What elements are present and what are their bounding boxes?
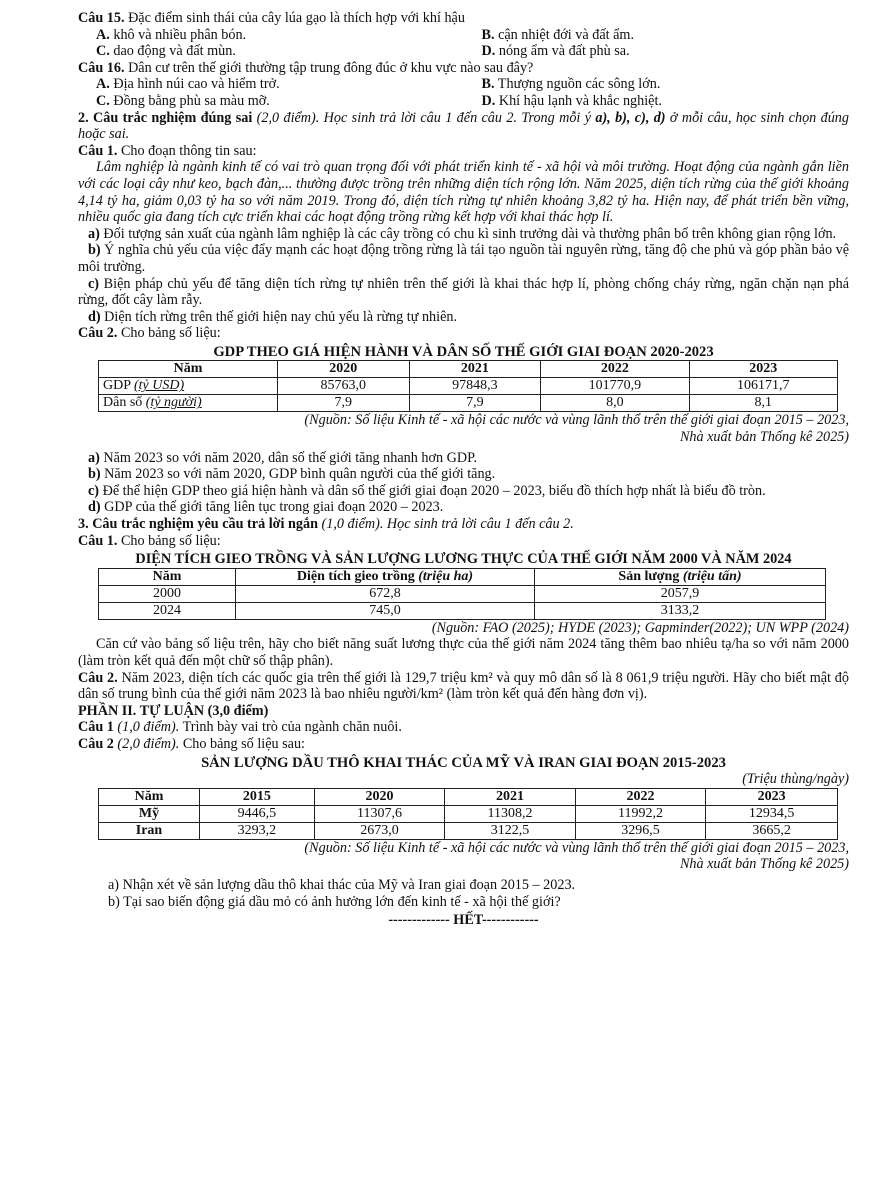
tf1-c-label: c) bbox=[88, 275, 100, 292]
table-cell: 11307,6 bbox=[314, 805, 444, 822]
table-header-cell: 2020 bbox=[278, 361, 410, 378]
sa1-question: Căn cứ vào bảng số liệu trên, hãy cho biết năng suất lương thực của thế giới năm 2024 tăng thêm bao nhiêu tạ/ha so với năm 2000 (làm tròn kết quả đến một chữ số thập phân). bbox=[78, 636, 849, 669]
q16-option-d: Khí hậu lạnh và khắc nghiệt. bbox=[495, 92, 662, 109]
table-header-cell bbox=[535, 568, 826, 585]
tf2-b-label: b) bbox=[88, 466, 101, 483]
q16-option-c: Đồng bằng phù sa màu mỡ. bbox=[109, 92, 270, 109]
e2-question-b: b) Tại sao biến động giá dầu mỏ có ảnh hưởng lớn đến kinh tế - xã hội thế giới? bbox=[108, 893, 561, 910]
table-header-row bbox=[99, 788, 838, 805]
q16-stem bbox=[78, 60, 849, 77]
tf1-stem bbox=[78, 143, 849, 160]
essay2 bbox=[78, 736, 849, 753]
table-cell: 3122,5 bbox=[445, 822, 575, 839]
sa1-source: (Nguồn: FAO (2025); HYDE (2023); Gapminder(2022); UN WPP (2024) bbox=[431, 619, 849, 636]
e1-text: Trình bày vai trò của ngành chăn nuôi. bbox=[179, 719, 402, 736]
table-cell: 3296,5 bbox=[575, 822, 705, 839]
tf1-c-text: Biện pháp chủ yếu để tăng diện tích rừng tự nhiên trên thế giới là khai thác hợp lí, phòng chống cháy rừng, ngăn chặn nạn phá rừng, đốt cây làm rẫy. bbox=[78, 275, 849, 309]
table-header-cell: 2022 bbox=[541, 361, 689, 378]
tf1-intro: Cho đoạn thông tin sau: bbox=[117, 142, 257, 159]
oil-production-table bbox=[98, 788, 838, 840]
header-text: Diện tích gieo trồng bbox=[296, 568, 419, 584]
e2-unit: (Triệu thùng/ngày) bbox=[742, 771, 849, 788]
table-header-cell: Năm bbox=[99, 788, 200, 805]
sa2-text: Năm 2023, diện tích các quốc gia trên thế giới là 129,7 triệu km² và quy mô dân số là 8 061,9 triệu người. Hãy cho biết mật độ dân số trung bình của thế giới năm 2023 là bao nhiêu người/km² (làm tròn kết quả đến hàng đơn vị). bbox=[78, 669, 849, 703]
table-cell: 2057,9 bbox=[535, 585, 826, 602]
header-unit: (triệu ha) bbox=[418, 568, 474, 584]
tf1-passage: Lâm nghiệp là ngành kinh tế có vai trò quan trọng đối với phát triển kinh tế - xã hội và môi trường. Hoạt động của ngành gắn liền với các loại cây như keo, bạch đàn,... thường được trồng trên những diện tích rộng lớn. Năm 2025, diện tích rừng của thế giới khoảng 4,14 tỷ ha, giảm 0,03 tỷ ha so với năm 2019. Trong đó, diện tích rừng tự nhiên khoảng 3,82 tỷ ha. Hiện nay, để phát triển bền vững, nhiều quốc gia đang tích cực triển khai các hoạt động trồng rừng kết hợp với khai thác hợp lí. bbox=[78, 159, 849, 226]
row-label-unit: (tỷ người) bbox=[145, 395, 202, 411]
tf1-b-label: b) bbox=[88, 242, 101, 259]
tf1-label: Câu 1. bbox=[78, 142, 118, 159]
table-cell: 12934,5 bbox=[706, 805, 838, 822]
table-header-cell: 2021 bbox=[445, 788, 575, 805]
tf2-statement-c bbox=[78, 483, 849, 500]
tf2-source-line1: (Nguồn: Số liệu Kinh tế - xã hội các nước và vùng lãnh thổ trên thế giới giai đoạn 2015 – 2023, bbox=[304, 412, 849, 429]
tf2-c-text: Để thể hiện GDP theo giá hiện hành và dân số thế giới giai đoạn 2020 – 2023, biểu đồ thích hợp nhất là biểu đồ tròn. bbox=[99, 482, 766, 499]
e1-label: Câu 1 bbox=[78, 719, 114, 736]
tf2-source-line2: Nhà xuất bản Thống kê 2025) bbox=[679, 429, 849, 446]
q15-a-label: A. bbox=[96, 26, 110, 43]
table-header-cell: 2023 bbox=[689, 361, 837, 378]
table-cell: 3665,2 bbox=[706, 822, 838, 839]
row-label: Iran bbox=[99, 822, 200, 839]
table-cell: 11308,2 bbox=[445, 805, 575, 822]
table-cell: 3293,2 bbox=[200, 822, 315, 839]
tf2-b-text: Năm 2023 so với năm 2020, GDP bình quân người của thế giới tăng. bbox=[100, 466, 496, 483]
table-row bbox=[99, 585, 826, 602]
row-label: Mỹ bbox=[99, 805, 200, 822]
table-header-cell: 2020 bbox=[314, 788, 444, 805]
q16-text: Dân cư trên thế giới thường tập trung đông đúc ở khu vực nào sau đây? bbox=[124, 59, 534, 76]
q15-option-b: cận nhiệt đới và đất ẩm. bbox=[494, 26, 634, 43]
table-cell: 2673,0 bbox=[314, 822, 444, 839]
q16-label: Câu 16. bbox=[78, 59, 125, 76]
q16-options-row1 bbox=[78, 76, 849, 93]
table-row bbox=[99, 378, 838, 395]
essay1 bbox=[78, 719, 849, 736]
tf2-a-label: a) bbox=[88, 449, 100, 466]
tf1-a-text: Đối tượng sản xuất của ngành lâm nghiệp là các cây trồng có chu kì sinh trưởng dài và thường phân bố trên không gian rộng lớn. bbox=[99, 225, 837, 242]
q15-option-d: nóng ẩm và đất phù sa. bbox=[495, 43, 630, 60]
end-marker: ------------- HẾT------------ bbox=[388, 912, 539, 929]
table-row bbox=[99, 395, 838, 412]
tf1-statement-c bbox=[78, 276, 849, 309]
row-label-text: Dân số bbox=[103, 395, 146, 411]
row-label-text: GDP bbox=[103, 378, 134, 394]
tf2-intro: Cho bảng số liệu: bbox=[117, 325, 221, 342]
e2-points: (2,0 điểm). bbox=[113, 735, 180, 752]
table-header-cell: Năm bbox=[99, 361, 278, 378]
sa2-label: Câu 2. bbox=[78, 669, 118, 686]
tf2-c-label: c) bbox=[88, 482, 100, 499]
part3-heading bbox=[78, 516, 849, 533]
table-cell: 672,8 bbox=[236, 585, 535, 602]
table-cell: 101770,9 bbox=[541, 378, 689, 395]
table-header-row bbox=[99, 568, 826, 585]
table-cell: 8,0 bbox=[541, 395, 689, 412]
q15-label: Câu 15. bbox=[78, 10, 125, 26]
tf2-a-text: Năm 2023 so với năm 2020, dân số thế giới tăng nhanh hơn GDP. bbox=[99, 449, 477, 466]
table-header-cell: 2023 bbox=[706, 788, 838, 805]
part2-heading bbox=[78, 110, 849, 143]
part3-note: (1,0 điểm). Học sinh trả lời câu 1 đến câu 2. bbox=[317, 516, 574, 533]
tf2-label: Câu 2. bbox=[78, 325, 118, 342]
table-header-cell: 2022 bbox=[575, 788, 705, 805]
table-row bbox=[99, 805, 838, 822]
table-cell: 2000 bbox=[99, 585, 236, 602]
sa2-question bbox=[78, 670, 849, 703]
row-label bbox=[99, 378, 278, 395]
e1-points: (1,0 điểm). bbox=[113, 719, 180, 736]
q15-d-label: D. bbox=[481, 43, 496, 60]
q15-text: Đặc điểm sinh thái của cây lúa gạo là thích hợp với khí hậu bbox=[124, 10, 465, 26]
header-text: Sản lượng bbox=[618, 568, 683, 584]
table-cell: 85763,0 bbox=[278, 378, 410, 395]
e2-text: Cho bảng số liệu sau: bbox=[179, 735, 305, 752]
e2-table-title: SẢN LƯỢNG DẦU THÔ KHAI THÁC CỦA MỸ VÀ IRAN GIAI ĐOẠN 2015-2023 bbox=[201, 754, 726, 771]
food-production-table bbox=[98, 568, 826, 620]
tf1-statement-b bbox=[78, 242, 849, 275]
table-cell: 7,9 bbox=[409, 395, 541, 412]
table-cell: 7,9 bbox=[278, 395, 410, 412]
sa1-label: Câu 1. bbox=[78, 532, 118, 549]
table-row bbox=[99, 602, 826, 619]
part2-note-options: a), b), c), d) bbox=[595, 109, 666, 126]
table-cell: 9446,5 bbox=[200, 805, 315, 822]
tf1-statement-a bbox=[78, 226, 849, 243]
q16-option-b: Thượng nguồn các sông lớn. bbox=[494, 76, 661, 93]
q15-options-row1 bbox=[78, 27, 849, 44]
tf2-d-text: GDP của thế giới tăng liên tục trong giai đoạn 2020 – 2023. bbox=[100, 499, 444, 516]
q15-c-label: C. bbox=[96, 43, 110, 60]
e2-question-a: a) Nhận xét về sản lượng dầu thô khai thác của Mỹ và Iran giai đoạn 2015 – 2023. bbox=[108, 876, 576, 893]
q16-c-label: C. bbox=[96, 92, 110, 109]
part2-title: 2. Câu trắc nghiệm đúng sai bbox=[78, 109, 253, 126]
sa1-intro: Cho bảng số liệu: bbox=[117, 532, 221, 549]
table-cell: 8,1 bbox=[689, 395, 837, 412]
table-header-cell: 2021 bbox=[409, 361, 541, 378]
table-row bbox=[99, 822, 838, 839]
table-cell: 106171,7 bbox=[689, 378, 837, 395]
tf1-statement-d bbox=[78, 309, 849, 326]
q15-options-row2 bbox=[78, 43, 849, 60]
q15-option-c: dao động và đất mùn. bbox=[109, 43, 236, 60]
q16-option-a: Địa hình núi cao và hiểm trở. bbox=[109, 76, 280, 93]
part2-note: (2,0 điểm). Học sinh trả lời câu 1 đến câu 2. Trong mỗi ý bbox=[252, 109, 596, 126]
tf1-a-label: a) bbox=[88, 225, 100, 242]
q15-b-label: B. bbox=[481, 26, 495, 43]
part3-title: 3. Câu trắc nghiệm yêu cầu trả lời ngắn bbox=[78, 516, 318, 533]
table-header-cell bbox=[236, 568, 535, 585]
e2-label: Câu 2 bbox=[78, 735, 114, 752]
gdp-population-table bbox=[98, 360, 838, 412]
part-ii-heading: PHẦN II. TỰ LUẬN (3,0 điểm) bbox=[78, 702, 269, 719]
tf2-statement-d bbox=[78, 499, 849, 516]
tf2-table-title: GDP THEO GIÁ HIỆN HÀNH VÀ DÂN SỐ THẾ GIỚI GIAI ĐOẠN 2020-2023 bbox=[213, 343, 714, 360]
sa1-stem bbox=[78, 533, 849, 550]
part2-note-end: ở mỗi câu, học sinh chọn đúng hoặc sai. bbox=[78, 109, 849, 143]
q15-stem bbox=[78, 10, 849, 27]
e2-source-line1: (Nguồn: Số liệu Kinh tế - xã hội các nước và vùng lãnh thổ trên thế giới giai đoạn 2015 – 2023, bbox=[304, 839, 849, 856]
table-cell: 2024 bbox=[99, 602, 236, 619]
tf2-d-label: d) bbox=[88, 499, 101, 516]
table-cell: 745,0 bbox=[236, 602, 535, 619]
q16-d-label: D. bbox=[481, 92, 496, 109]
tf1-b-text: Ý nghĩa chủ yếu của việc đẩy mạnh các hoạt động trồng rừng là tái tạo nguồn tài nguyên rừng, tăng độ che phủ và góp phần bảo vệ môi trường. bbox=[78, 242, 849, 275]
tf2-statement-a bbox=[78, 450, 849, 467]
q15-option-a: khô và nhiều phân bón. bbox=[109, 26, 247, 43]
header-unit: (triệu tấn) bbox=[682, 568, 742, 584]
table-header-row bbox=[99, 361, 838, 378]
table-cell: 3133,2 bbox=[535, 602, 826, 619]
table-cell: 11992,2 bbox=[575, 805, 705, 822]
row-label bbox=[99, 395, 278, 412]
q16-options-row2 bbox=[78, 93, 849, 110]
q16-b-label: B. bbox=[481, 76, 495, 93]
row-label-unit: (tỷ USD) bbox=[134, 378, 185, 394]
tf1-d-text: Diện tích rừng trên thế giới hiện nay chủ yếu là rừng tự nhiên. bbox=[100, 308, 458, 325]
tf2-statement-b bbox=[78, 466, 849, 483]
tf1-d-label: d) bbox=[88, 308, 101, 325]
e2-source-line2: Nhà xuất bản Thống kê 2025) bbox=[679, 856, 849, 873]
sa1-table-title: DIỆN TÍCH GIEO TRỒNG VÀ SẢN LƯỢNG LƯƠNG THỰC CỦA THẾ GIỚI NĂM 2000 VÀ NĂM 2024 bbox=[135, 551, 792, 568]
table-cell: 97848,3 bbox=[409, 378, 541, 395]
table-header-cell: 2015 bbox=[200, 788, 315, 805]
tf2-stem bbox=[78, 325, 849, 342]
q16-a-label: A. bbox=[96, 76, 110, 93]
table-header-cell: Năm bbox=[99, 568, 236, 585]
